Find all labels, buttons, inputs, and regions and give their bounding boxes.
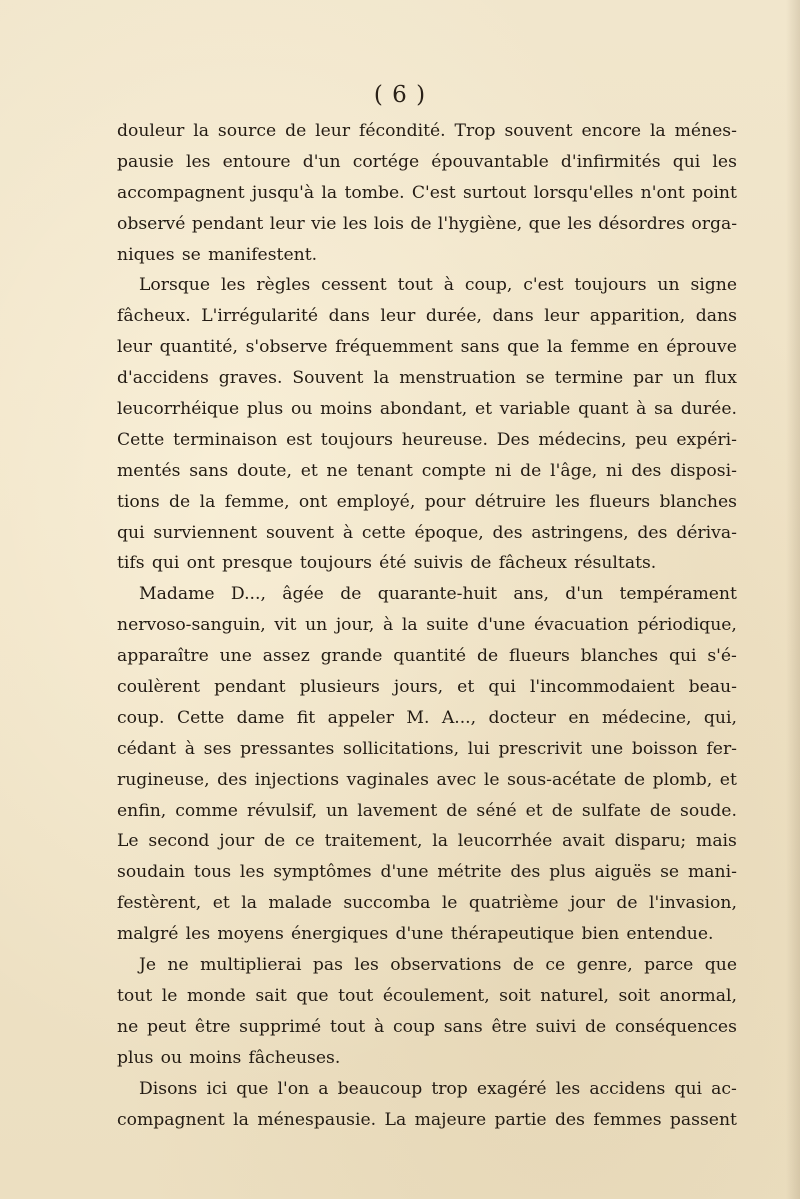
text-line: enfin, comme révulsif, un lavement de séné et de sulfate de soude. [117,800,737,821]
text-line: mentés sans doute, et ne tenant compte ni de l'âge, ni des disposi- [117,460,737,481]
text-line: leucorrhéique plus ou moins abondant, et variable quant à sa durée. [117,399,737,420]
text-line: Cette terminaison est toujours heureuse. Des médecins, peu expéri- [117,429,737,450]
text-line: nervoso-sanguin, vit un jour, à la suite d'une évacuation périodique, [117,615,737,636]
text-line: fâcheux. L'irrégularité dans leur durée, dans leur apparition, dans [117,306,737,327]
text-line: Madame D..., âgée de quarante-huit ans, d'un tempérament [139,584,737,605]
body-text [117,116,737,1135]
text-line: tifs qui ont presque toujours été suivis de fâcheux résultats. [117,553,657,574]
text-line: cédant à ses pressantes sollicitations, lui prescrivit une boisson fer- [117,738,737,759]
text-line: accompagnent jusqu'à la tombe. C'est surtout lorsqu'elles n'ont point [117,182,737,203]
text-line: d'accidens graves. Souvent la menstruation se termine par un flux [117,368,737,389]
text-line: leur quantité, s'observe fréquemment sans que la femme en éprouve [117,337,737,358]
text-line: malgré les moyens énergiques d'une thérapeutique bien entendue. [117,924,714,945]
text-line: Lorsque les règles cessent tout à coup, c'est toujours un signe [139,275,737,296]
text-line: Disons ici que l'on a beaucoup trop exagéré les accidens qui ac- [139,1078,737,1099]
text-line: soudain tous les symptômes d'une métrite des plus aiguës se mani- [117,862,737,883]
text-line: qui surviennent souvent à cette époque, des astringens, des dériva- [117,522,737,543]
text-line: douleur la source de leur fécondité. Trop souvent encore la ménes- [117,121,737,141]
text-line: niques se manifestent. [117,244,318,265]
text-line: rugineuse, des injections vaginales avec le sous-acétate de plomb, et [117,769,737,790]
page-edge-shadow [786,0,800,1199]
text-line: Je ne multiplierai pas les observations de ce genre, parce que [139,955,737,976]
text-line: Le second jour de ce traitement, la leucorrhée avait disparu; mais [117,831,737,852]
text-line: apparaître une assez grande quantité de flueurs blanches qui s'é- [117,646,737,667]
text-line: observé pendant leur vie les lois de l'hygiène, que les désordres orga- [117,213,737,234]
page-number: ( 6 ) [373,82,427,108]
text-line: ne peut être supprimé tout à coup sans être suivi de conséquences [117,1016,737,1037]
text-line: plus ou moins fâcheuses. [117,1047,341,1068]
text-line: coulèrent pendant plusieurs jours, et qui l'incommodaient beau- [117,677,737,698]
text-line: compagnent la ménespausie. La majeure partie des femmes passent [117,1109,737,1130]
text-line: tout le monde sait que tout écoulement, soit naturel, soit anormal, [117,985,737,1006]
text-line: pausie les entoure d'un cortége épouvantable d'infirmités qui les [117,151,737,172]
text-line: tions de la femme, ont employé, pour détruire les flueurs blanches [117,491,737,512]
text-line: festèrent, et la malade succomba le quatrième jour de l'invasion, [117,893,737,914]
text-line: coup. Cette dame fit appeler M. A..., docteur en médecine, qui, [117,707,737,728]
